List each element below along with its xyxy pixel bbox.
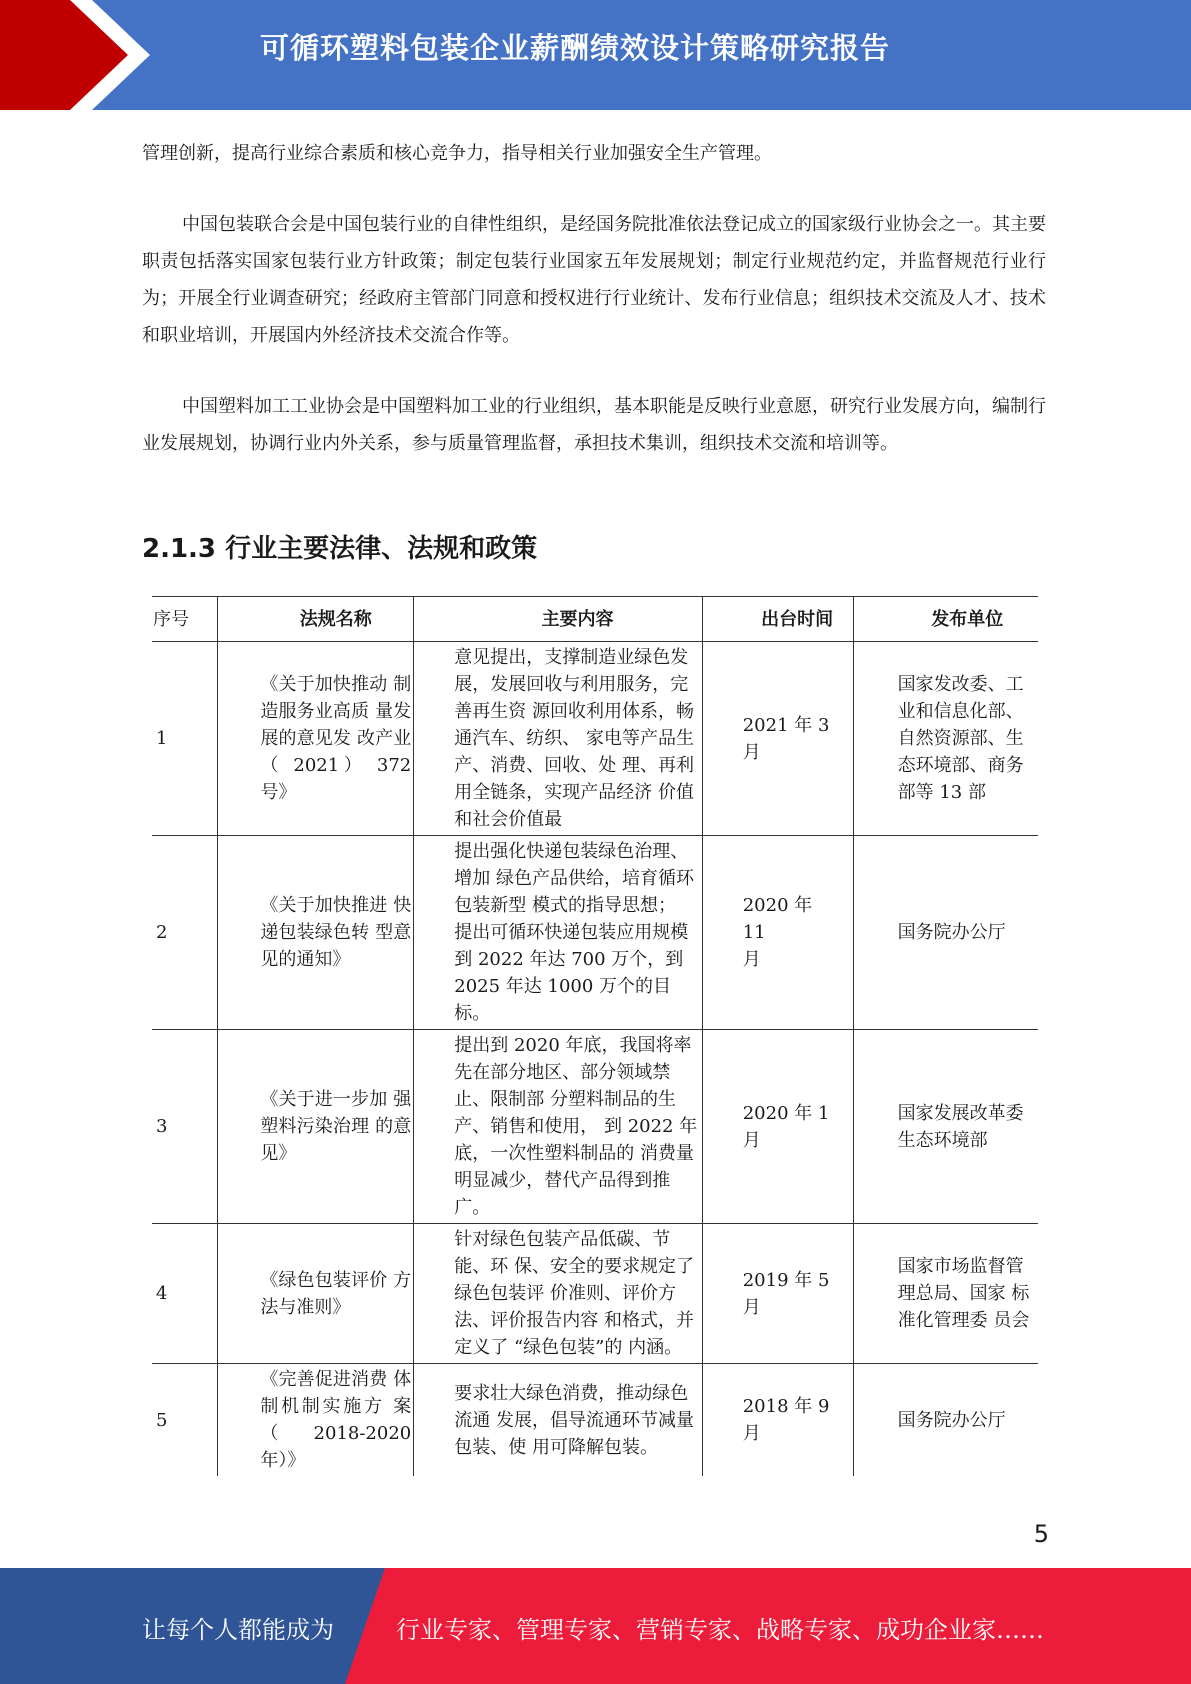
table-row [152,1030,1038,1224]
cell-name: 《绿色包装评价 方法与准则》 [218,1224,414,1364]
cell-name: 《关于加快推进 快递包装绿色转 型意见的通知》 [218,836,414,1030]
page-footer [0,1568,1191,1684]
cell-date: 2021 年 3 月 [702,642,853,836]
section-heading: 2.1.3 行业主要法律、法规和政策 [142,534,538,564]
report-title: 可循环塑料包装企业薪酬绩效设计策略研究报告 [260,31,891,65]
cell-content: 要求壮大绿色消费，推动绿色流通 发展，倡导流通环节减量包装、使 用可降解包装。 [414,1364,702,1477]
cell-date: 2020 年 1 月 [702,1030,853,1224]
cell-name: 《完善促进消费 体制机制实施方 案（2018-2020 年）》 [218,1364,414,1477]
paragraph-2: 中国包装联合会是中国包装行业的自律性组织，是经国务院批准依法登记成立的国家级行业协会之一。其主要职责包括落实国家包装行业方针政策；制定包装行业国家五年发展规划；制定行业规范约定，并监督规范行业行为；开展全行业调查研究；经政府主管部门同意和授权进行行业统计、发布行业信息；组织技术交流及人才、技术和职业培训，开展国内外经济技术交流合作等。 [142,214,1046,346]
cell-num: 1 [152,642,218,836]
cell-org: 国务院办公厅 [853,836,1038,1030]
cell-content: 提出强化快递包装绿色治理、增加 绿色产品供给，培育循环包装新型 模式的指导思想； 提出可循环快递包装应用规模到 2022 年达 700 万个，到 2025 年达 1000 万个的目标。 [414,836,702,1030]
table-header-row [152,597,1038,642]
header-org: 发布单位 [853,597,1038,642]
header-content: 主要内容 [414,597,702,642]
footer-slogan-left: 让每个人都能成为 [142,1616,334,1644]
paragraph-3: 中国塑料加工工业协会是中国塑料加工业的行业组织，基本职能是反映行业意愿，研究行业发展方向，编制行业发展规划，协调行业内外关系，参与质量管理监督，承担技术集训，组织技术交流和培训等。 [142,396,1046,454]
table-row [152,1224,1038,1364]
cell-date: 2020 年 11 月 [702,836,853,1030]
cell-content: 针对绿色包装产品低碳、节能、环 保、安全的要求规定了绿色包装评 价准则、评价方法、评价报告内容 和格式，并定义了 “绿色包装”的 内涵。 [414,1224,702,1364]
cell-content: 提出到 2020 年底，我国将率先在部分地区、部分领域禁止、限制部 分塑料制品的生产、销售和使用， 到 2022 年底，一次性塑料制品的 消费量明显减少，替代产品得到推 广。 [414,1030,702,1224]
cell-name: 《关于加快推动 制造服务业高质 量发展的意见发 改产业（ 2021） 372号》 [218,642,414,836]
cell-num: 2 [152,836,218,1030]
cell-num: 4 [152,1224,218,1364]
cell-content: 意见提出，支撑制造业绿色发展，发展回收与利用服务，完善再生资 源回收利用体系，畅通汽车、纺织、 家电等产品生产、消费、回收、处 理、再利用全链条，实现产品经济 价值和社会价值最 [414,642,702,836]
body-text [142,135,1046,496]
cell-org: 国家发展改革委生态环境部 [853,1030,1038,1224]
cell-name: 《关于进一步加 强塑料污染治理 的意见》 [218,1030,414,1224]
cell-num: 3 [152,1030,218,1224]
paragraph-1: 管理创新，提高行业综合素质和核心竞争力，指导相关行业加强安全生产管理。 [142,143,772,164]
table-row [152,1364,1038,1477]
cell-org: 国家市场监督管理总局、国家 标准化管理委 员会 [853,1224,1038,1364]
page-header [0,0,1191,110]
cell-org: 国务院办公厅 [853,1364,1038,1477]
footer-slogan-right: 行业专家、管理专家、营销专家、战略专家、成功企业家…… [396,1616,1044,1644]
cell-date: 2018 年 9 月 [702,1364,853,1477]
header-name: 法规名称 [218,597,414,642]
cell-num: 5 [156,1409,168,1431]
header-date: 出台时间 [702,597,853,642]
cell-date: 2019 年 5 月 [702,1224,853,1364]
regulations-table [152,596,1038,1476]
cell-org: 国家发改委、工 业和信息化部、 自然资源部、生态环境部、商务 部等 13 部 [853,642,1038,836]
header-num: 序号 [152,597,218,642]
table-row [152,642,1038,836]
table-row [152,836,1038,1030]
page-number: 5 [1033,1520,1049,1548]
